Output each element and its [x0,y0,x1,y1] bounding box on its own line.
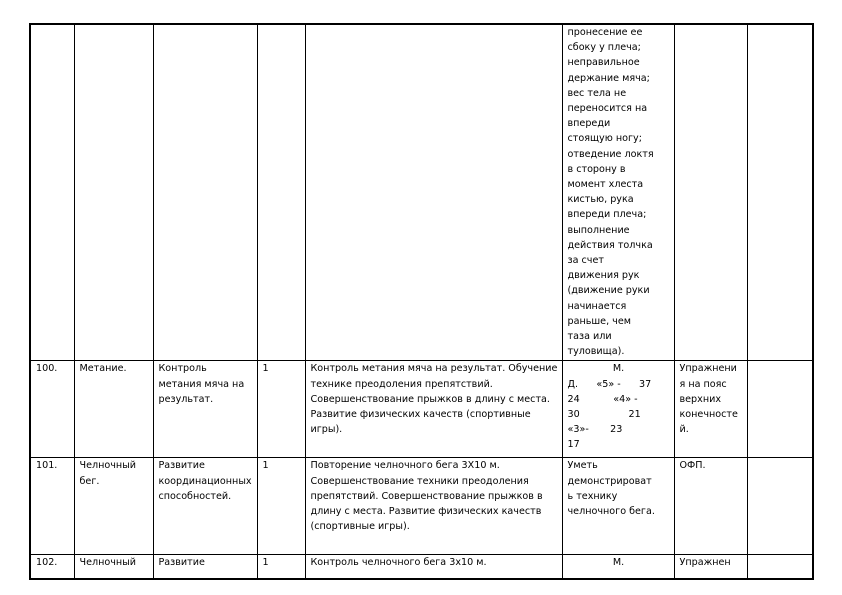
requirements-line: вес тела не [567,87,627,99]
hours-cell: 1 [257,361,305,458]
content-cell: Контроль метания мяча на результат. Обучение технике преодоления препятствий. Совершенствование прыжков в длину с места. Развитие физических качеств (спортивные игры). [305,361,562,458]
requirements-line: действия толчка [567,239,653,251]
date-cell [747,458,813,555]
table-row [30,458,813,555]
content-cell: Повторение челночного бега 3Х10 м. Совершенствование техники преодоления препятствий. Совершенствование прыжков в длину с места. Развитие физических качеств (спортивные игры). [305,458,562,555]
requirements-cell [562,361,674,458]
requirements-line: М. [612,557,625,569]
requirements-line: кистью, рука [567,194,634,206]
requirements-line: впереди плеча; [567,209,647,221]
lesson-number-cell [30,24,74,361]
topic-cell [74,24,153,361]
requirements-line: 24 «4» - [567,393,638,405]
requirements-line: стоящую ногу; [567,133,642,145]
requirements-line: (движение руки [567,285,650,297]
hours-cell: 1 [257,555,305,579]
table-row [30,361,813,458]
requirements-line: 17 [567,439,580,451]
requirements-cell [562,555,674,579]
requirements-line: сбоку у плеча; [567,42,641,54]
topic-cell: Челночный бег. [74,458,153,555]
table-row [30,24,813,361]
requirements-line: момент хлеста [567,179,644,191]
requirements-line: держание мяча; [567,72,650,84]
lesson-number-cell: 102. [30,555,74,579]
topic-cell: Метание. [74,361,153,458]
date-cell [747,24,813,361]
subtopic-cell: Развитие [153,555,257,579]
subtopic-cell: Развитие координационных способностей. [153,458,257,555]
requirements-line: неправильное [567,57,640,69]
requirements-line: ь технику [567,490,618,502]
requirements-cell [562,458,674,555]
subtopic-cell: Контроль метания мяча на результат. [153,361,257,458]
requirements-line: Д. «5» - 37 [567,378,652,390]
requirements-line: «3»- 23 [567,424,623,436]
date-cell [747,555,813,579]
requirements-line: М. [612,363,625,375]
requirements-line: выполнение [567,224,630,236]
requirements-line: переносится на [567,103,648,115]
requirements-line: раньше, чем [567,315,631,327]
lesson-plan-table [29,23,814,580]
table-row [30,555,813,579]
requirements-cell [562,24,674,361]
control-cell [674,24,747,361]
requirements-line: 30 21 [567,409,641,421]
lesson-number-cell: 100. [30,361,74,458]
hours-cell: 1 [257,458,305,555]
date-cell [747,361,813,458]
requirements-line: демонстрироват [567,475,652,487]
content-cell [305,24,562,361]
subtopic-cell [153,24,257,361]
requirements-line: впереди [567,118,611,130]
content-cell: Контроль челночного бега 3х10 м. [305,555,562,579]
requirements-line: за счет [567,255,604,267]
hours-cell [257,24,305,361]
requirements-line: движения рук [567,270,640,282]
control-cell: ОФП. [674,458,747,555]
requirements-line: туловища). [567,346,625,358]
control-cell: Упражнен [674,555,747,579]
requirements-line: в сторону в [567,163,626,175]
requirements-line: таза или [567,331,612,343]
requirements-line: отведение локтя [567,148,654,160]
topic-cell: Челночный [74,555,153,579]
requirements-line: начинается [567,300,627,312]
control-cell: Упражнения на пояс верхних конечностей. [674,361,747,458]
requirements-line: челночного бега. [567,506,655,518]
requirements-line: пронесение ее [567,27,643,38]
lesson-number-cell: 101. [30,458,74,555]
requirements-line: Уметь [567,460,598,472]
